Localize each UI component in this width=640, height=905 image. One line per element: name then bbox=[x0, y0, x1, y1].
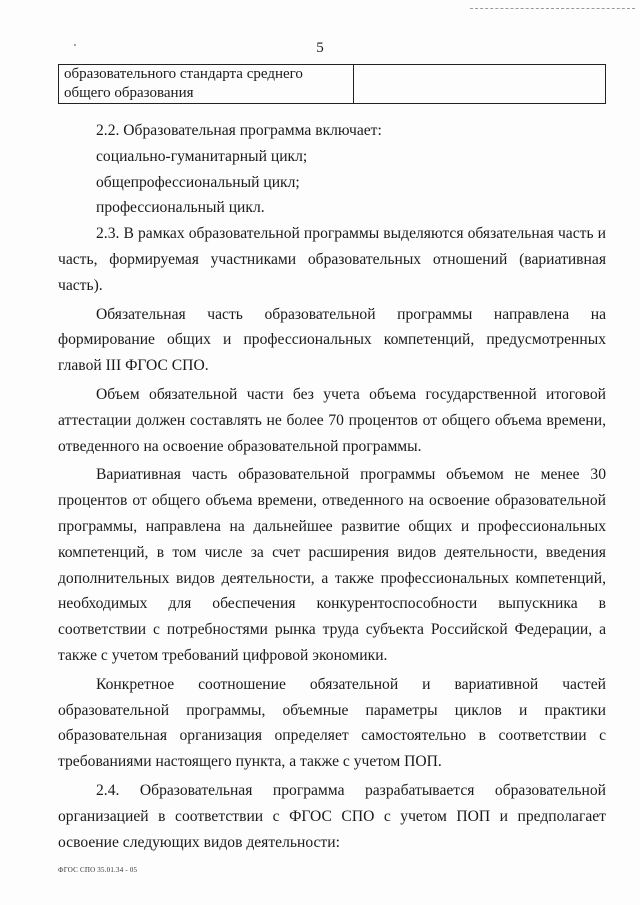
paragraph-2-2: 2.2. Образовательная программа включает: bbox=[96, 122, 382, 139]
paragraph-2-4: 2.4. Образовательная программа разрабатывается образовательной организацией в соответствии с ФГОС СПО с учетом ПОП и предполагает освоение следующих видов деятельности: bbox=[58, 781, 606, 851]
table-cell-right bbox=[354, 65, 606, 104]
paragraph-mandatory-volume: Объем обязательной части без учета объема государственной итоговой аттестации должен составлять не более 70 процентов от общего объема времени, отведенного на освоение образовательной программы. bbox=[58, 385, 606, 455]
paragraph-2-3: 2.3. В рамках образовательной программы выделяются обязательная часть и часть, формируемая участниками образовательных отношений (вариативная часть). bbox=[58, 225, 606, 294]
footer-code: ФГОС СПО 35.01.34 - 05 bbox=[58, 866, 138, 874]
document-body bbox=[58, 118, 606, 855]
list-item-professional-cycle: профессиональный цикл. bbox=[96, 199, 265, 217]
list-item-social-cycle: социально-гуманитарный цикл; bbox=[96, 147, 308, 165]
paragraph-ratio: Конкретное соотношение обязательной и вариативной частей образовательной программы, объемные параметры циклов и практики образовательная организация определяет самостоятельно в соответствии с требованиями настоящего пункта, а также с учетом ПОП. bbox=[58, 675, 606, 771]
paragraph-variable-part: Вариативная часть образовательной программы объемом не менее 30 процентов от общего объема времени, отведенного на освоение образовательной программы, направлена на дальнейшее развитие общих и профессиональных компетенций, в том числе за счет расширения видов деятельности, введения дополнительных видов деятельности, а также профессиональных компетенций, необходимых для обеспечения конкурентоспособности выпускника в соответствии с потребностями рынка труда субъекта Российской Федерации, а также с учетом требований цифровой экономики. bbox=[58, 466, 606, 664]
scan-edge-mark bbox=[470, 8, 635, 9]
paragraph-mandatory-part: Обязательная часть образовательной программы направлена на формирование общих и профессиональных компетенций, предусмотренных главой III ФГОС СПО. bbox=[58, 305, 606, 375]
table-fragment bbox=[58, 64, 606, 104]
table-cell-left: образовательного стандарта среднего общего образования bbox=[59, 65, 354, 104]
list-item-general-cycle: общепрофессиональный цикл; bbox=[96, 173, 300, 191]
page-number: 5 bbox=[316, 40, 324, 56]
table-row bbox=[59, 65, 606, 104]
